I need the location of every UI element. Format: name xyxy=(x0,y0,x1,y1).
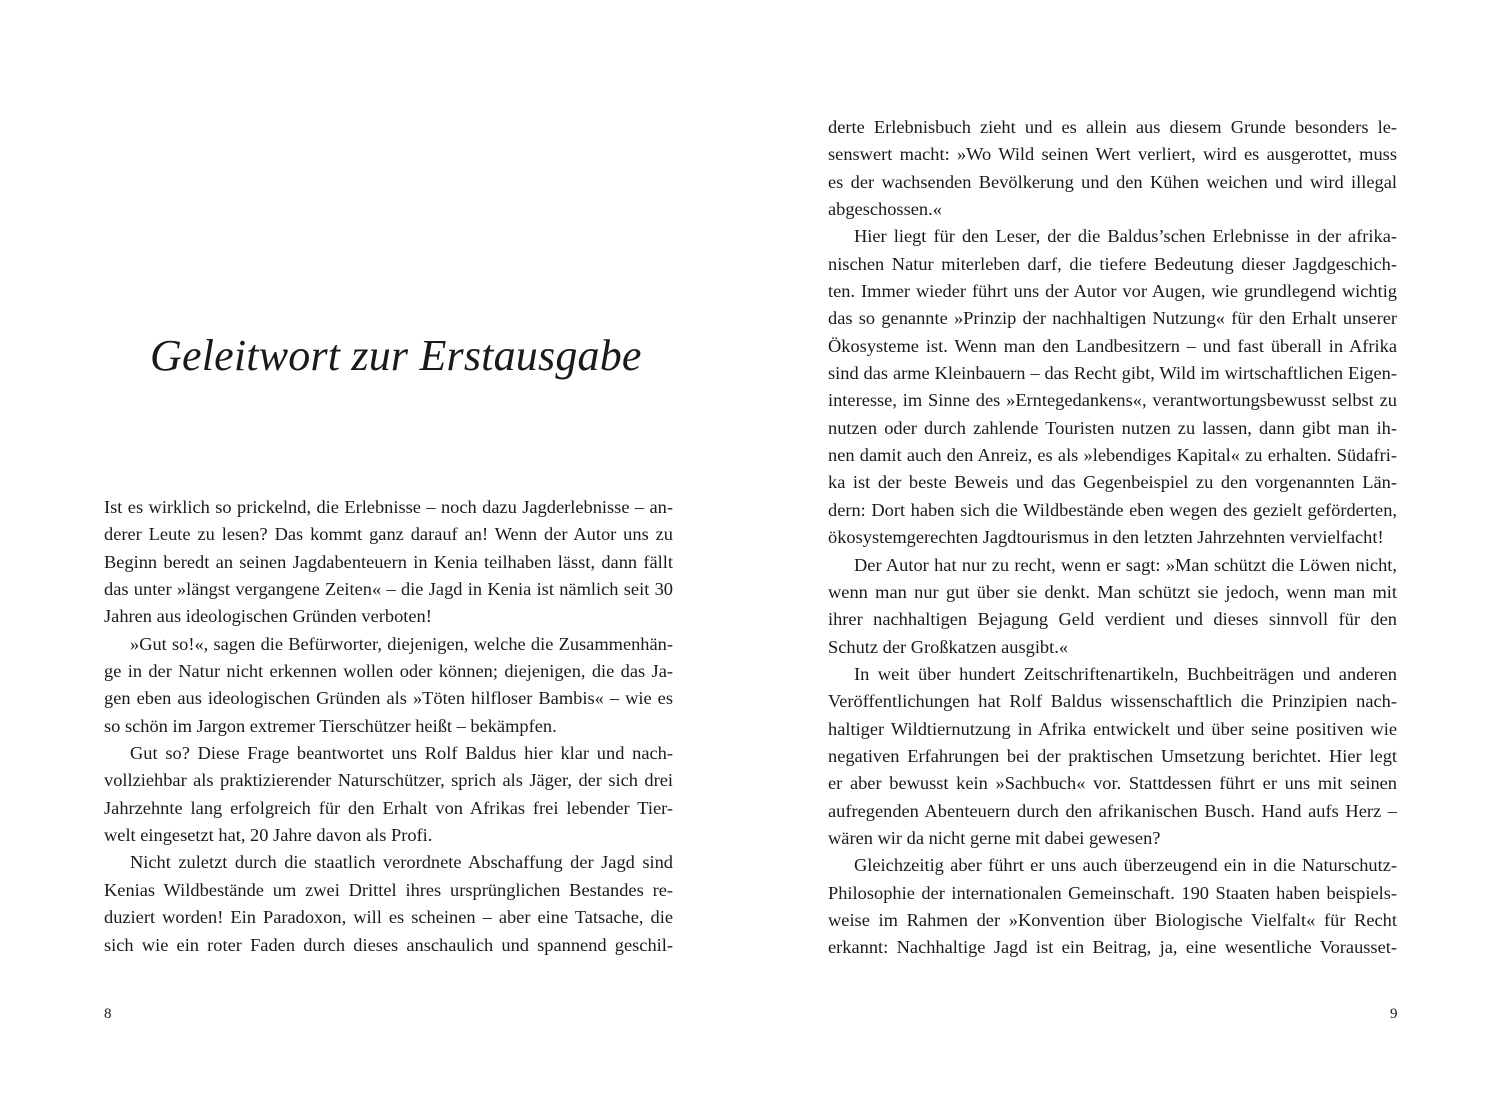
paragraph xyxy=(104,631,673,740)
paragraph xyxy=(104,494,673,631)
text-line: nutzen oder durch zahlende Touristen nutzen zu lassen, dann gibt man ih- xyxy=(828,417,1397,438)
text-line: wären wir da nicht gerne mit dabei gewesen? xyxy=(828,827,1161,848)
text-line: ihrer nachhaltigen Bejagung Geld verdient und dieses sinnvoll für den xyxy=(828,609,1397,630)
paragraph xyxy=(828,661,1397,852)
text-line: interesse, im Sinne des »Erntegedankens«, verantwortungsbewusst selbst zu xyxy=(828,390,1397,411)
text-line: es der wachsenden Bevölkerung und den Kühen weichen und wird illegal xyxy=(828,171,1397,192)
text-line: Philosophie der internationalen Gemeinschaft. 190 Staaten haben beispiels- xyxy=(828,882,1397,903)
page-number-right: 9 xyxy=(1390,1006,1398,1022)
paragraph xyxy=(828,114,1397,223)
text-line: Gleichzeitig aber führt er uns auch überzeugend ein in die Naturschutz- xyxy=(854,855,1397,876)
text-line: Kenias Wildbestände um zwei Drittel ihres ursprünglichen Bestandes re- xyxy=(104,879,673,900)
text-line: derer Leute zu lesen? Das kommt ganz darauf an! Wenn der Autor uns zu xyxy=(104,524,673,545)
text-line: Schutz der Großkatzen ausgibt.« xyxy=(828,636,1069,657)
text-line: Jahrzehnte lang erfolgreich für den Erhalt von Afrikas frei lebender Tier- xyxy=(104,797,673,818)
text-line: Ökosysteme ist. Wenn man den Landbesitzern – und fast überall in Afrika xyxy=(828,335,1397,356)
text-line: wenn man nur gut über sie denkt. Man schützt sie jedoch, wenn man mit xyxy=(828,581,1397,602)
text-line: abgeschossen.« xyxy=(828,199,942,220)
paragraph xyxy=(828,852,1397,961)
paragraph xyxy=(828,223,1397,551)
text-line: erkannt: Nachhaltige Jagd ist ein Beitrag, ja, eine wesentliche Vorausset- xyxy=(828,937,1397,958)
text-line: sind das arme Kleinbauern – das Recht gibt, Wild im wirtschaftlichen Eigen- xyxy=(828,363,1397,384)
text-line: ka ist der beste Beweis und das Gegenbeispiel zu den vorgenannten Län- xyxy=(828,472,1397,493)
text-line: vollziehbar als praktizierender Naturschützer, sprich als Jäger, der sich drei xyxy=(104,770,673,791)
text-line: ge in der Natur nicht erkennen wollen oder können; diejenigen, die das Ja- xyxy=(104,661,673,682)
paragraph xyxy=(828,552,1397,661)
right-page xyxy=(750,0,1500,1113)
text-line: Veröffentlichungen hat Rolf Baldus wissenschaftlich die Prinzipien nach- xyxy=(828,691,1397,712)
chapter-title: Geleitwort zur Erstausgabe xyxy=(150,331,642,380)
left-body-text xyxy=(104,494,673,959)
text-line: duziert worden! Ein Paradoxon, will es scheinen – aber eine Tatsache, die xyxy=(104,907,673,928)
text-line: Ist es wirklich so prickelnd, die Erlebnisse – noch dazu Jagderlebnisse – an- xyxy=(104,497,673,517)
text-line: nischen Natur miterleben darf, die tiefere Bedeutung dieser Jagdgeschich- xyxy=(828,253,1397,274)
text-line: Gut so? Diese Frage beantwortet uns Rolf Baldus hier klar und nach- xyxy=(130,743,673,764)
text-line: das unter »längst vergangene Zeiten« – die Jagd in Kenia ist nämlich seit 30 xyxy=(104,579,673,600)
text-line: Der Autor hat nur zu recht, wenn er sagt: »Man schützt die Löwen nicht, xyxy=(854,554,1397,575)
paragraph xyxy=(104,849,673,958)
text-line: so schön im Jargon extremer Tierschützer heißt – bekämpfen. xyxy=(104,715,557,736)
text-line: Beginn beredt an seinen Jagdabenteuern in Kenia teilhaben lässt, dann fällt xyxy=(104,551,673,572)
text-line: derte Erlebnisbuch zieht und es allein aus diesem Grunde besonders le- xyxy=(828,117,1397,137)
text-line: Hier liegt für den Leser, der die Baldus’schen Erlebnisse in der afrika- xyxy=(854,226,1397,247)
text-line: Nicht zuletzt durch die staatlich verordnete Abschaffung der Jagd sind xyxy=(130,852,673,873)
text-line: Jahren aus ideologischen Gründen verboten! xyxy=(104,606,432,627)
text-line: negativen Erfahrungen bei der praktischen Umsetzung berichtet. Hier legt xyxy=(828,745,1397,766)
text-line: dern: Dort haben sich die Wildbestände eben wegen des gezielt geförderten, xyxy=(828,499,1397,520)
text-line: sich wie ein roter Faden durch dieses anschaulich und spannend geschil- xyxy=(104,934,673,955)
page-number-left: 8 xyxy=(104,1006,112,1022)
text-line: gen eben aus ideologischen Gründen als »Töten hilfloser Bambis« – wie es xyxy=(104,688,673,709)
text-line: haltiger Wildtiernutzung in Afrika entwickelt und über seine positiven wie xyxy=(828,718,1397,739)
text-line: welt eingesetzt hat, 20 Jahre davon als Profi. xyxy=(104,825,433,846)
text-line: senswert macht: »Wo Wild seinen Wert verliert, wird es ausgerottet, muss xyxy=(828,144,1397,165)
text-line: ten. Immer wieder führt uns der Autor vor Augen, wie grundlegend wichtig xyxy=(828,281,1397,302)
right-body-text xyxy=(828,114,1397,962)
text-line: In weit über hundert Zeitschriftenartikeln, Buchbeiträgen und anderen xyxy=(854,663,1397,684)
text-line: nen damit auch den Anreiz, es als »lebendiges Kapital« zu erhalten. Südafri- xyxy=(828,445,1397,466)
text-line: weise im Rahmen der »Konvention über Biologische Vielfalt« für Recht xyxy=(828,909,1397,930)
text-line: aufregenden Abenteuern durch den afrikanischen Busch. Hand aufs Herz – xyxy=(828,800,1397,821)
paragraph xyxy=(104,740,673,849)
text-line: das so genannte »Prinzip der nachhaltigen Nutzung« für den Erhalt unserer xyxy=(828,308,1397,329)
text-line: ökosystemgerechten Jagdtourismus in den letzten Jahrzehnten vervielfacht! xyxy=(828,527,1384,548)
text-line: »Gut so!«, sagen die Befürworter, diejenigen, welche die Zusammenhän- xyxy=(130,633,673,654)
text-line: er aber bewusst kein »Sachbuch« vor. Stattdessen führt er uns mit seinen xyxy=(828,773,1397,794)
